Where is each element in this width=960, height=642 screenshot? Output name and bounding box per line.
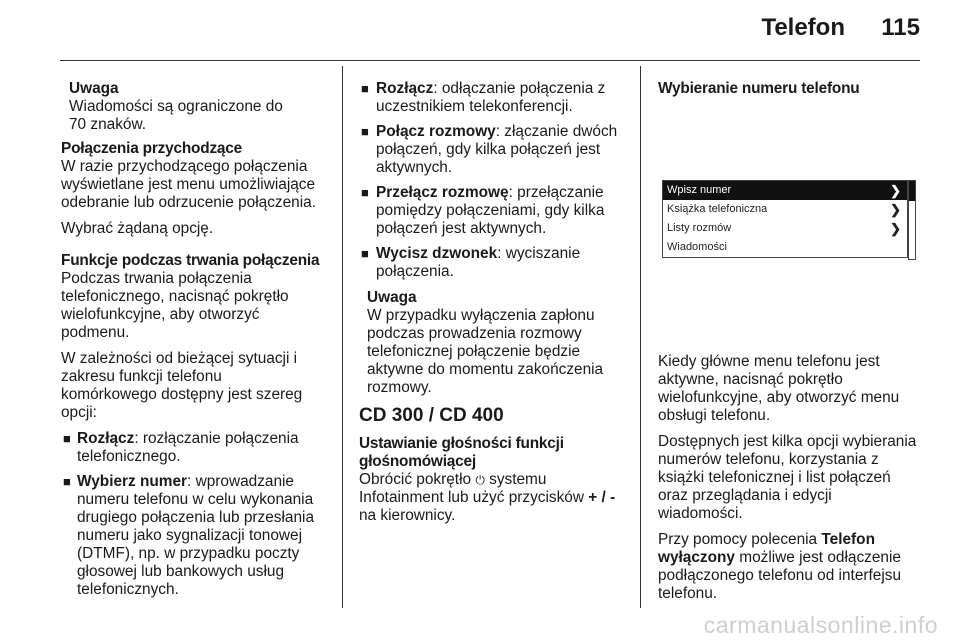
menu-item-label: Wpisz numer (667, 184, 732, 196)
option-term: Połącz rozmowy (376, 123, 496, 140)
functions-heading: Funkcje podczas trwania połączenia (61, 252, 320, 269)
choose-text: Wybrać żądaną opcję. (61, 220, 214, 237)
option-desc: : wyciszanie połączenia. (376, 245, 581, 280)
page-number: 115 (881, 14, 920, 41)
menu-item-call-lists[interactable] (663, 219, 907, 238)
depending-text: W zależności od bieżącej sytuacji i zakresu funkcji telefonu komórkowego dostępny jest szereg opcji: (61, 350, 303, 421)
option-desc: : rozłączanie połączenia telefonicznego. (77, 430, 299, 465)
volume-text-1: Obrócić pokrętło (359, 471, 476, 488)
phone-menu-screen (658, 118, 920, 323)
option-term: Przełącz rozmowę (376, 184, 509, 201)
volume-text (359, 471, 631, 525)
list-item (359, 123, 631, 177)
dial-heading: Wybieranie numeru telefonu (658, 80, 860, 97)
menu-item-enter-number[interactable] (663, 181, 907, 200)
option-term: Rozłącz (77, 430, 135, 447)
option-term: Wycisz dzwonek (376, 245, 498, 262)
volume-heading: Ustawianie głośności funkcji głośnomówiącej (359, 435, 564, 470)
column-2 (359, 80, 631, 533)
menu-item-phonebook[interactable] (663, 200, 907, 219)
incoming-text: W razie przychodzącego połączenia wyświetlane jest menu umożliwiające odebranie lub odrzucenie połączenia. (61, 158, 316, 211)
menu-item-label: Listy rozmów (667, 222, 732, 234)
chevron-right-icon: ❯ (890, 221, 901, 236)
note-box (359, 289, 631, 397)
note-label: Uwaga (69, 80, 119, 97)
para-3 (658, 531, 920, 603)
para-3-pre: Przy pomocy polecenia (658, 531, 822, 548)
functions-text: Podczas trwania połączenia telefonicznego, nacisnąć pokrętło wielofunkcyjne, aby otworzyć podmenu. (61, 270, 289, 341)
list-item (359, 184, 631, 238)
para-2: Dostępnych jest kilka opcji wybierania numerów telefonu, korzystania z książki telefonicznej i list połączeń oraz przeglądania i edycji wiadomości. (658, 433, 917, 522)
volume-text-3: na kierownicy. (359, 507, 456, 524)
chevron-right-icon: ❯ (890, 183, 901, 198)
note-text: Wiadomości są ograniczone do 70 znaków. (69, 98, 283, 133)
phone-off-term: Telefon wyłączony (658, 531, 875, 566)
list-item (359, 245, 631, 281)
list-item (61, 473, 333, 599)
para-1: Kiedy główne menu telefonu jest aktywne, nacisnąć pokrętło wielofunkcyjne, aby otworzyć menu obsługi telefonu. (658, 353, 900, 424)
menu-item-label: Książka telefoniczna (667, 203, 768, 215)
incoming-heading: Połączenia przychodzące (61, 140, 243, 157)
volume-buttons: + / - (588, 489, 616, 506)
options-list (359, 80, 631, 281)
scrollbar-thumb[interactable] (909, 181, 915, 201)
section-title: CD 300 / CD 400 (359, 405, 504, 426)
column-1 (61, 80, 333, 607)
option-desc: : przełączanie pomiędzy połączeniami, gdy kilka połączeń jest aktywnych. (376, 184, 605, 237)
menu-item-messages[interactable] (663, 238, 907, 257)
phone-menu (662, 180, 908, 258)
note-label: Uwaga (367, 289, 417, 306)
list-item (359, 80, 631, 116)
knob-icon: ⏻ (475, 473, 485, 487)
menu-scrollbar[interactable] (908, 180, 916, 260)
header-title: Telefon (761, 14, 845, 41)
menu-item-label: Wiadomości (667, 241, 727, 253)
note-text: W przypadku wyłączenia zapłonu podczas prowadzenia rozmowy telefonicznej połączenie będzie aktywne do momentu zakończenia rozmowy. (367, 307, 604, 396)
list-item (61, 430, 333, 466)
column-divider-2 (640, 66, 641, 608)
chevron-right-icon: ❯ (890, 202, 901, 217)
column-divider-1 (342, 66, 343, 608)
column-3 (658, 80, 920, 611)
option-desc: : wprowadzanie numeru telefonu w celu wykonania drugiego połączenia lub przesłania numeru jako sygnalizacji tonowej (DTMF), np. w przypadku poczty głosowej lub bankowych usług telefonicznych. (77, 473, 315, 598)
note-box (61, 80, 333, 134)
option-desc: : odłączanie połączenia z uczestnikiem telekonferencji. (376, 80, 606, 115)
option-term: Wybierz numer (77, 473, 188, 490)
para-3-post: możliwe jest odłączenie podłączonego telefonu od interfejsu telefonu. (658, 549, 902, 602)
volume-text-2: systemu Infotainment lub użyć przycisków (359, 471, 589, 506)
watermark: carmanualsonline.info (703, 612, 938, 638)
options-list (61, 430, 333, 599)
option-desc: : złączanie dwóch połączeń, gdy kilka połączeń jest aktywnych. (376, 123, 618, 176)
header-rule (60, 60, 920, 61)
option-term: Rozłącz (376, 80, 434, 97)
